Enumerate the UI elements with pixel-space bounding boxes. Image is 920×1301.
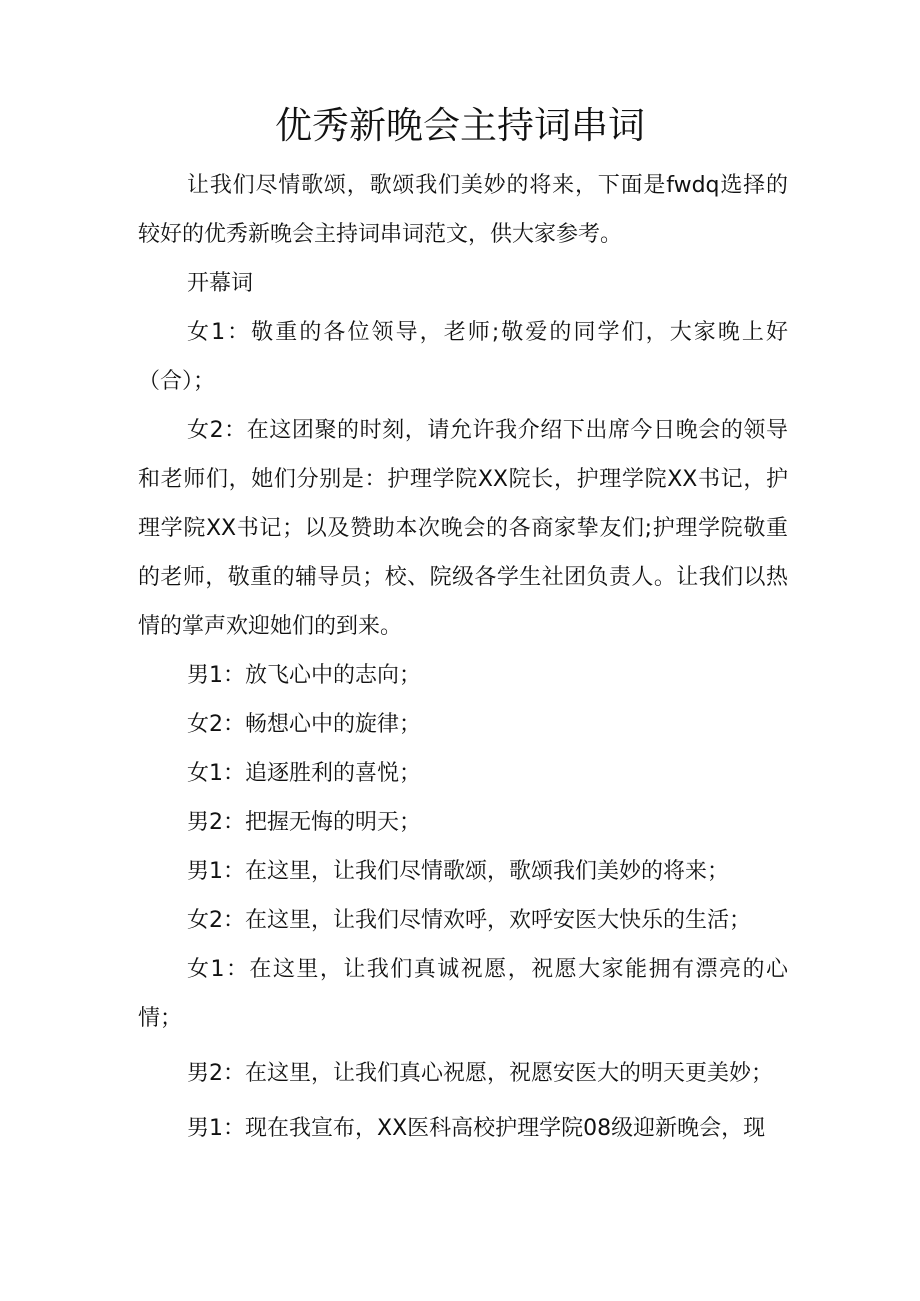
script-line: 女2：在这里，让我们尽情欢呼，欢呼安医大快乐的生活； [187, 908, 751, 933]
script-line: 女1：敬重的各位领导，老师;敬爱的同学们，大家晚上好（合）； [138, 320, 788, 394]
script-line: 女1：在这里，让我们真诚祝愿，祝愿大家能拥有漂亮的心情； [138, 957, 788, 1031]
script-line: 男1：现在我宣布，XX医科高校护理学院08级迎新晚会，现 [187, 1116, 766, 1141]
script-line: 男1：在这里，让我们尽情歌颂，歌颂我们美妙的将来； [187, 859, 729, 884]
document-title: 优秀新晚会主持词串词 [275, 104, 645, 147]
script-line: 男2：把握无悔的明天； [187, 810, 421, 835]
script-line: 男1：放飞心中的志向； [187, 663, 421, 688]
script-line: 男2：在这里，让我们真心祝愿，祝愿安医大的明天更美妙； [187, 1061, 773, 1086]
section-heading-opening: 开幕词 [187, 271, 254, 296]
script-line: 女1：追逐胜利的喜悦； [187, 761, 421, 786]
script-line: 女2：畅想心中的旋律； [187, 712, 421, 737]
script-line: 女2：在这团聚的时刻，请允许我介绍下出席今日晚会的领导和老师们，她们分别是：护理学院XX院长，护理学院XX书记，护理学院XX书记；以及赞助本次晚会的各商家挚友们;护理学院敬重的老师，敬重的辅导员；校、院级各学生社团负责人。让我们以热情的掌声欢迎她们的到来。 [138, 418, 788, 639]
intro-paragraph: 让我们尽情歌颂，歌颂我们美妙的将来，下面是fwdq选择的较好的优秀新晚会主持词串词范文，供大家参考。 [138, 173, 788, 247]
document-body [138, 161, 788, 1153]
